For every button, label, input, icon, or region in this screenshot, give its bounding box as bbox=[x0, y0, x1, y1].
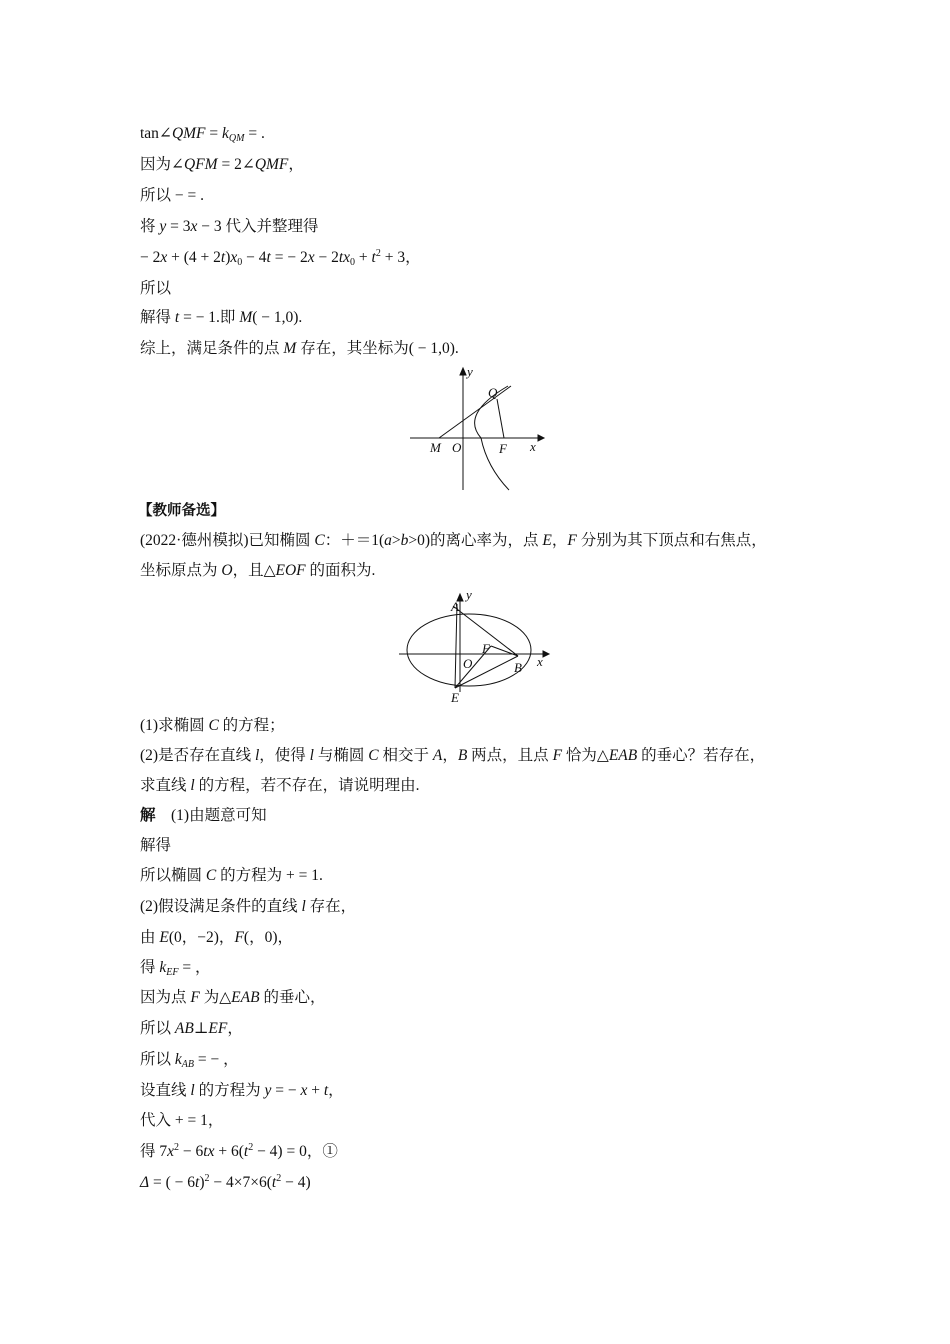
y-axis-label: y bbox=[467, 364, 473, 379]
text-line: 由 E(0，−2)，F(，0)， bbox=[140, 929, 293, 946]
parabola-figure bbox=[405, 362, 545, 494]
text-line: 将 y = 3x − 3 代入并整理得 bbox=[140, 218, 319, 235]
text-line: 因为点 F 为△EAB 的垂心， bbox=[140, 989, 326, 1006]
point-f-label: F bbox=[499, 441, 507, 456]
text-line: 综上，满足条件的点 M 存在，其坐标为( − 1,0). bbox=[140, 340, 459, 357]
text-line: 解 (1)由题意可知 bbox=[140, 807, 267, 824]
line-mq bbox=[439, 386, 511, 438]
text-line: Δ = ( − $6t)^2 - 4\times 7\times 6(t^2 - 4)$ bbox=[140, 1173, 311, 1191]
text-line: 设直线 l 的方程为 y = − x + t， bbox=[140, 1082, 344, 1099]
text-line: (1)求椭圆 C 的方程； bbox=[140, 717, 285, 734]
text-line: 坐标原点为 O，且△EOF 的面积为. bbox=[140, 562, 376, 579]
point-o-label: O bbox=[452, 440, 462, 455]
section-heading: 【教师备选】 bbox=[138, 503, 225, 519]
text-line: 求直线 l 的方程，若不存在，请说明理由. bbox=[140, 777, 420, 794]
x-axis-label: x bbox=[530, 439, 536, 454]
y-axis-arrow bbox=[460, 368, 466, 375]
y-axis-label: y bbox=[466, 587, 472, 602]
text-line: 代入 + = 1， bbox=[140, 1112, 224, 1129]
text-line: 所以椭圆 C 的方程为 + = 1. bbox=[140, 867, 323, 884]
text-line: 解得 bbox=[140, 837, 172, 854]
point-b-label: B bbox=[514, 660, 522, 675]
line-ea bbox=[455, 604, 457, 688]
point-e-label: E bbox=[451, 690, 459, 705]
text-line: (2022·德州模拟)已知椭圆 C：＋＝1(a>b>0)的离心率为，点 E，F 分别为其下顶点和右焦点， bbox=[140, 532, 767, 549]
text-line: 因为∠QFM = 2∠QMF， bbox=[140, 156, 304, 173]
text-line: 所以 − = . bbox=[140, 187, 204, 204]
text-line: 所以 bbox=[140, 280, 172, 297]
text-line: − $2x + (4 + 2t)x_0 - 4t$ = − $2x - 2tx_0 + t^2 + 3$， bbox=[140, 248, 421, 268]
x-axis-arrow bbox=[538, 435, 544, 441]
point-q-label: Q bbox=[488, 385, 498, 400]
x-axis-arrow bbox=[543, 651, 549, 657]
text-line: (2)是否存在直线 l，使得 l 与椭圆 C 相交于 A，B 两点，且点 F 恰为△EAB 的垂心？若存在， bbox=[140, 747, 766, 764]
point-o-label: O bbox=[463, 656, 473, 671]
text-line: 所以 $k_{AB}$ = − ， bbox=[140, 1051, 239, 1070]
ellipse-figure bbox=[395, 588, 555, 706]
point-m-label: M bbox=[430, 440, 441, 455]
ellipse-curve bbox=[407, 614, 531, 686]
point-a-label: A bbox=[451, 599, 459, 614]
text-line: 得 $k_{EF}$ = ， bbox=[140, 959, 211, 978]
text-line: 解得 t = − 1.即 M( − 1,0). bbox=[140, 309, 303, 326]
text-line: 得 $7x^2 - 6tx + 6(t^2 - 4) = 0$，① bbox=[140, 1142, 338, 1160]
text-line: (2)假设满足条件的直线 l 存在， bbox=[140, 898, 357, 915]
line-qf bbox=[497, 399, 504, 438]
text-line: 所以 AB⊥EF， bbox=[140, 1020, 243, 1037]
text-line: tan∠QMF = $k_{QM}$ = . bbox=[140, 125, 265, 144]
point-f-label: F bbox=[482, 641, 490, 656]
x-axis-label: x bbox=[537, 654, 543, 669]
